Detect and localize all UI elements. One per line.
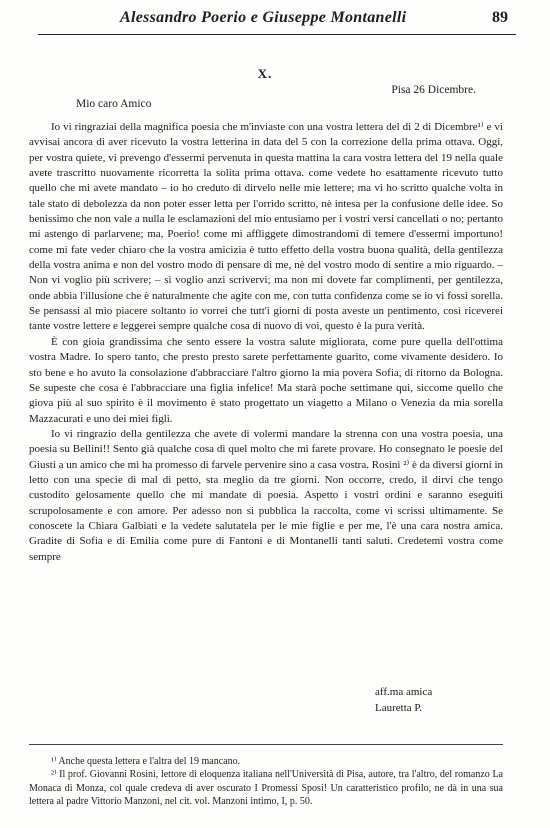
running-header-title: Alessandro Poerio e Giuseppe Montanelli bbox=[120, 9, 407, 26]
footnotes bbox=[29, 744, 503, 809]
letter-number: X. bbox=[257, 66, 273, 81]
footnote: ¹⁾ Anche questa lettera e l'altra del 19 mancano. bbox=[51, 756, 241, 767]
running-header bbox=[38, 6, 516, 35]
letter-closing-formula: aff.ma amica bbox=[375, 686, 433, 698]
letter-place-date: Pisa 26 Dicembre. bbox=[391, 84, 476, 96]
letter-closing bbox=[375, 684, 432, 716]
footnote: ²⁾ Il prof. Giovanni Rosini, lettore di eloquenza italiana nell'Università di Pisa, autore, tra l'altro, del romanzo La Monaca di Monza, col quale credeva di aver oscurato I Promessi Sposi! Un caratteristico profilo, ne dà in una sua lettera al padre Vittorio Manzoni, nel cit. vol. Manzoni intimo, I, p. 50. bbox=[29, 769, 503, 808]
letter-signature: Lauretta P. bbox=[375, 702, 423, 714]
page-number: 89 bbox=[492, 9, 508, 26]
letter-paragraph: Io vi ringraziai della magnifica poesia che m'inviaste con una vostra lettera del di 2 di Dicembre¹⁾ e vi avvisai ancora di aver ricevuto la vostra letterina in data del 5 con la correzione della prima ottava. Oggi, per vostra quiete, vi prevengo d'essermi pervenuta in questa mattina la cara vostra lettera del 19 nella quale avete trascritto nuovamente ricorretta la solita prima ottava. come vedete ho esattamente ricevuto tutto quello che mi avete mandato – io ho creduto di dirvelo nelle mie lettere; ma vi ho scritto qualche volta in tale stato di debolezza da non poter esser letta per l'orrido scritto, nè intesa per la confusione delle idee. So benissimo che non vale a nulla le esclamazioni del mio entusiamo per i vostri versi cancellati o no; pertanto mi astengo di parlarvene; ma, Poerio! come mi affliggete dimostrandomi di temere d'essermi importuno! come mi fate veder chiaro che la vostra amicizia è tutto effetto della vostra buona qualità, della gentilezza della vostra anima e non del vostro modo di pensare di me, nè del vostro modo di sentire a mio riguardo. – Non vi voglio più scrivere; – sì voglio anzi scrivervi; ma non mi dovete far complimenti, per gentilezza, onde abbia l'illusione che è naturalmente che agite con me, con tutta confidenza come se io vi fossi sorella. Se pensassi al mio piacere soltanto io vorrei che tutt'i giorni di posta aveste un pentimento, così riceverei tante vostre lettere e leggerei sempre qualche cosa di nuovo di voi, questo è la pura verità. bbox=[29, 121, 503, 333]
letter-body bbox=[29, 120, 503, 565]
letter-paragraph: È con gioia grandissima che sento essere la vostra salute migliorata, come pure quella dell'ottima vostra Madre. Io spero tanto, che presto presto sarete perfettamente guarito, come vivamente desidero. Io sto bene e ho avuto la consolazione d'abbracciare l'altro giorno la mia povera Sofia, di ritorno da Bologna. Se supeste che cosa è l'abbracciare una figlia infelice! Ma starà poche settimane qui, siccome quello che giova più al suo spirito è il movimento è stato progettato un viagetto a Milano o Venezia da mia sorella Mazzacurati e uno dei miei figli. bbox=[29, 335, 503, 425]
letter-paragraph: Io vi ringrazio della gentilezza che avete di volermi mandare la strenna con una vostra poesia, una poesia su Bellini!! Sento già qualche cosa di quel molto che mi farete provare. Ho consegnato le poesie del Giusti a un amico che mi ha promesso di farvele pervenire sino a casa vostra. Rosini ²⁾ è da diversi giorni in letto con una specie di mal di petto, sta meglio da tre giorni. Non occorre, credo, il dirvi che tengo custodito gelosamente quello che mi mandate di poesia. Aspetto i vostri ordini e saranno eseguiti scrupolosamente e con amore. Per adesso non si pubblica la raccolta, come vi scrissi ultimamente. Se conoscete la Chiara Galbiati e la vedete salutatela per le mie figlie e per me, l'è una cara nostra amica. Gradite di Sofia e di Emilia come pure di Fantoni e di Montanelli tanti saluti. Credetemi vostra come sempre bbox=[29, 427, 503, 563]
letter-salutation: Mio caro Amico bbox=[76, 98, 152, 110]
